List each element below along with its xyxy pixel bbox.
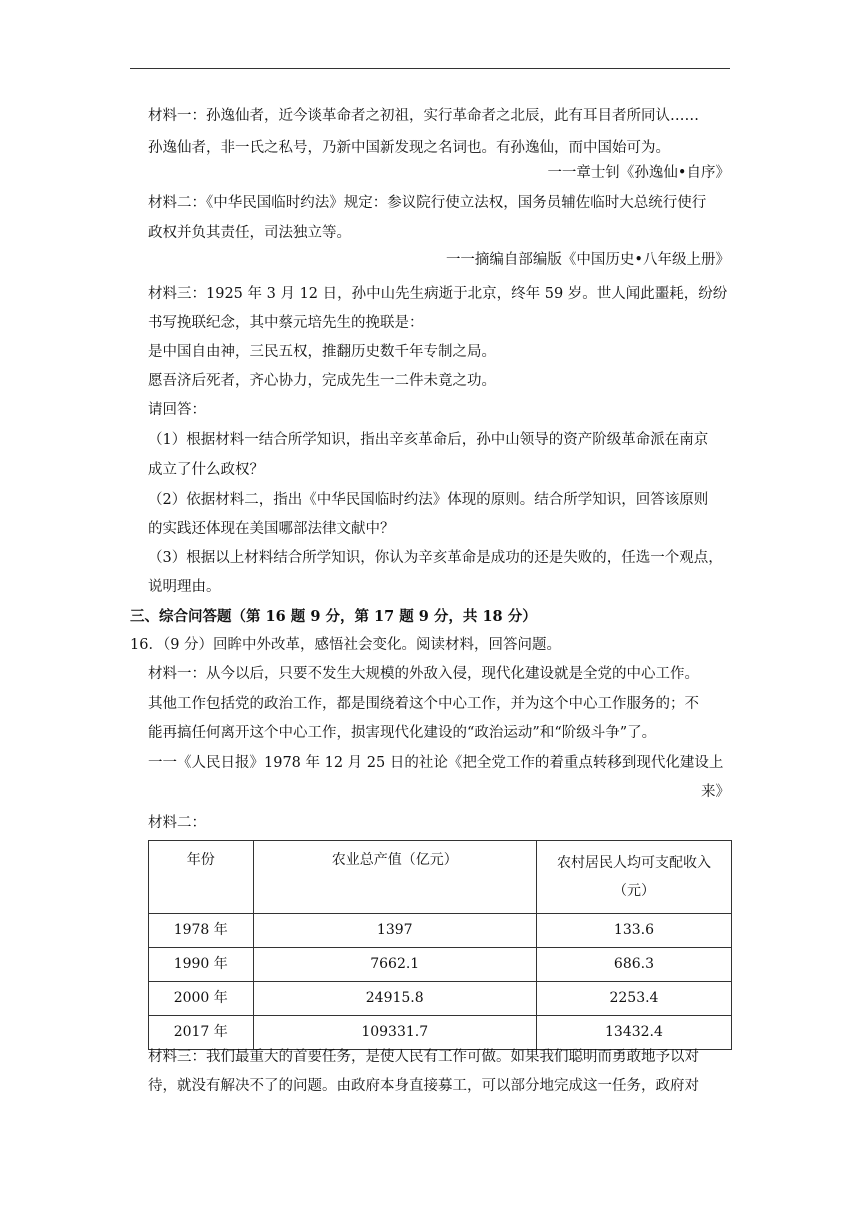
- cell-year: 2000 年: [149, 982, 254, 1016]
- header-rule: [130, 68, 730, 69]
- section-heading: 三、综合问答题（第 16 题 9 分，第 17 题 9 分，共 18 分）: [130, 608, 537, 625]
- material2-line2: 政权并负其责任，司法独立等。: [148, 225, 351, 241]
- cell-agri-output: 109331.7: [253, 1016, 536, 1050]
- cell-year: 1990 年: [149, 948, 254, 982]
- header-year: 年份: [149, 841, 254, 914]
- material2-source: 一一摘编自部编版《中国历史•八年级上册》: [445, 252, 730, 268]
- couplet-line2: 愿吾济后死者，齐心协力，完成先生一二件未竟之功。: [148, 373, 496, 389]
- q16-material1-source-line2: 来》: [701, 784, 730, 800]
- q16-material1-line3: 能再搞任何离开这个中心工作，损害现代化建设的“政治运动”和“阶级斗争”了。: [148, 725, 657, 741]
- header-rural-income-line1: 农村居民人均可支配收入: [556, 855, 711, 871]
- header-rural-income: [536, 841, 731, 914]
- couplet-line1: 是中国自由神，三民五权，推翻历史数千年专制之局。: [148, 344, 496, 360]
- cell-rural-income: 2253.4: [536, 982, 731, 1016]
- q16-material1-line1: 材料一：从今以后，只要不发生大规模的外敌入侵，现代化建设就是全党的中心工作。: [148, 666, 699, 682]
- cell-agri-output: 7662.1: [253, 948, 536, 982]
- question1-line2: 成立了什么政权？: [148, 462, 264, 478]
- material3-line1: 材料三：1925 年 3 月 12 日，孙中山先生病逝于北京，终年 59 岁。世人闻此噩耗，纷纷: [148, 286, 728, 302]
- question16-stem: 16．（9 分）回眸中外改革，感悟社会变化。阅读材料，回答问题。: [130, 637, 562, 653]
- header-agri-output: 农业总产值（亿元）: [253, 841, 536, 914]
- agriculture-table: [148, 840, 732, 1050]
- question2-line2: 的实践还体现在美国哪部法律文献中？: [148, 521, 395, 537]
- cell-rural-income: 686.3: [536, 948, 731, 982]
- answer-prompt: 请回答：: [148, 402, 206, 418]
- cell-rural-income: 133.6: [536, 914, 731, 948]
- header-rural-income-line2: （元）: [612, 883, 655, 899]
- cell-agri-output: 24915.8: [253, 982, 536, 1016]
- question1-line1: （1）根据材料一结合所学知识，指出辛亥革命后，孙中山领导的资产阶级革命派在南京: [148, 432, 709, 448]
- question3-line2: 说明理由。: [148, 579, 221, 595]
- q16-material1-source-line1: 一一《人民日报》1978 年 12 月 25 日的社论《把全党工作的着重点转移到现代化建设上: [148, 755, 724, 771]
- table-row: [149, 1016, 732, 1050]
- q16-material2-label: 材料二：: [148, 815, 206, 831]
- q16-material3-line2: 待，就没有解决不了的问题。由政府本身直接募工，可以部分地完成这一任务，政府对: [148, 1078, 699, 1094]
- table-row: [149, 914, 732, 948]
- question3-line1: （3）根据以上材料结合所学知识，你认为辛亥革命是成功的还是失败的，任选一个观点，: [148, 550, 723, 566]
- material2-line1: 材料二：《中华民国临时约法》规定：参议院行使立法权，国务员辅佐临时大总统行使行: [148, 195, 707, 211]
- table-row: [149, 982, 732, 1016]
- cell-rural-income: 13432.4: [536, 1016, 731, 1050]
- material1-line2: 孙逸仙者，非一氏之私号，乃新中国新发现之名词也。有孙逸仙，而中国始可为。: [148, 140, 670, 156]
- cell-year: 1978 年: [149, 914, 254, 948]
- cell-year: 2017 年: [149, 1016, 254, 1050]
- question2-line1: （2）依据材料二，指出《中华民国临时约法》体现的原则。结合所学知识，回答该原则: [148, 492, 709, 508]
- q16-material1-line2: 其他工作包括党的政治工作，都是围绕着这个中心工作，并为这个中心工作服务的；不: [148, 696, 699, 712]
- table-header-row: [149, 841, 732, 914]
- material3-line2: 书写挽联纪念，其中蔡元培先生的挽联是：: [148, 315, 424, 331]
- material1-line1: 材料一：孙逸仙者，近今谈革命者之初祖，实行革命者之北辰，此有耳目者所同认……: [148, 108, 699, 124]
- material1-source: 一一章士钊《孙逸仙•自序》: [547, 165, 730, 181]
- cell-agri-output: 1397: [253, 914, 536, 948]
- q16-material3-line1: 材料三：我们最重大的首要任务，是使人民有工作可做。如果我们聪明而勇敢地予以对: [148, 1049, 699, 1065]
- table-row: [149, 948, 732, 982]
